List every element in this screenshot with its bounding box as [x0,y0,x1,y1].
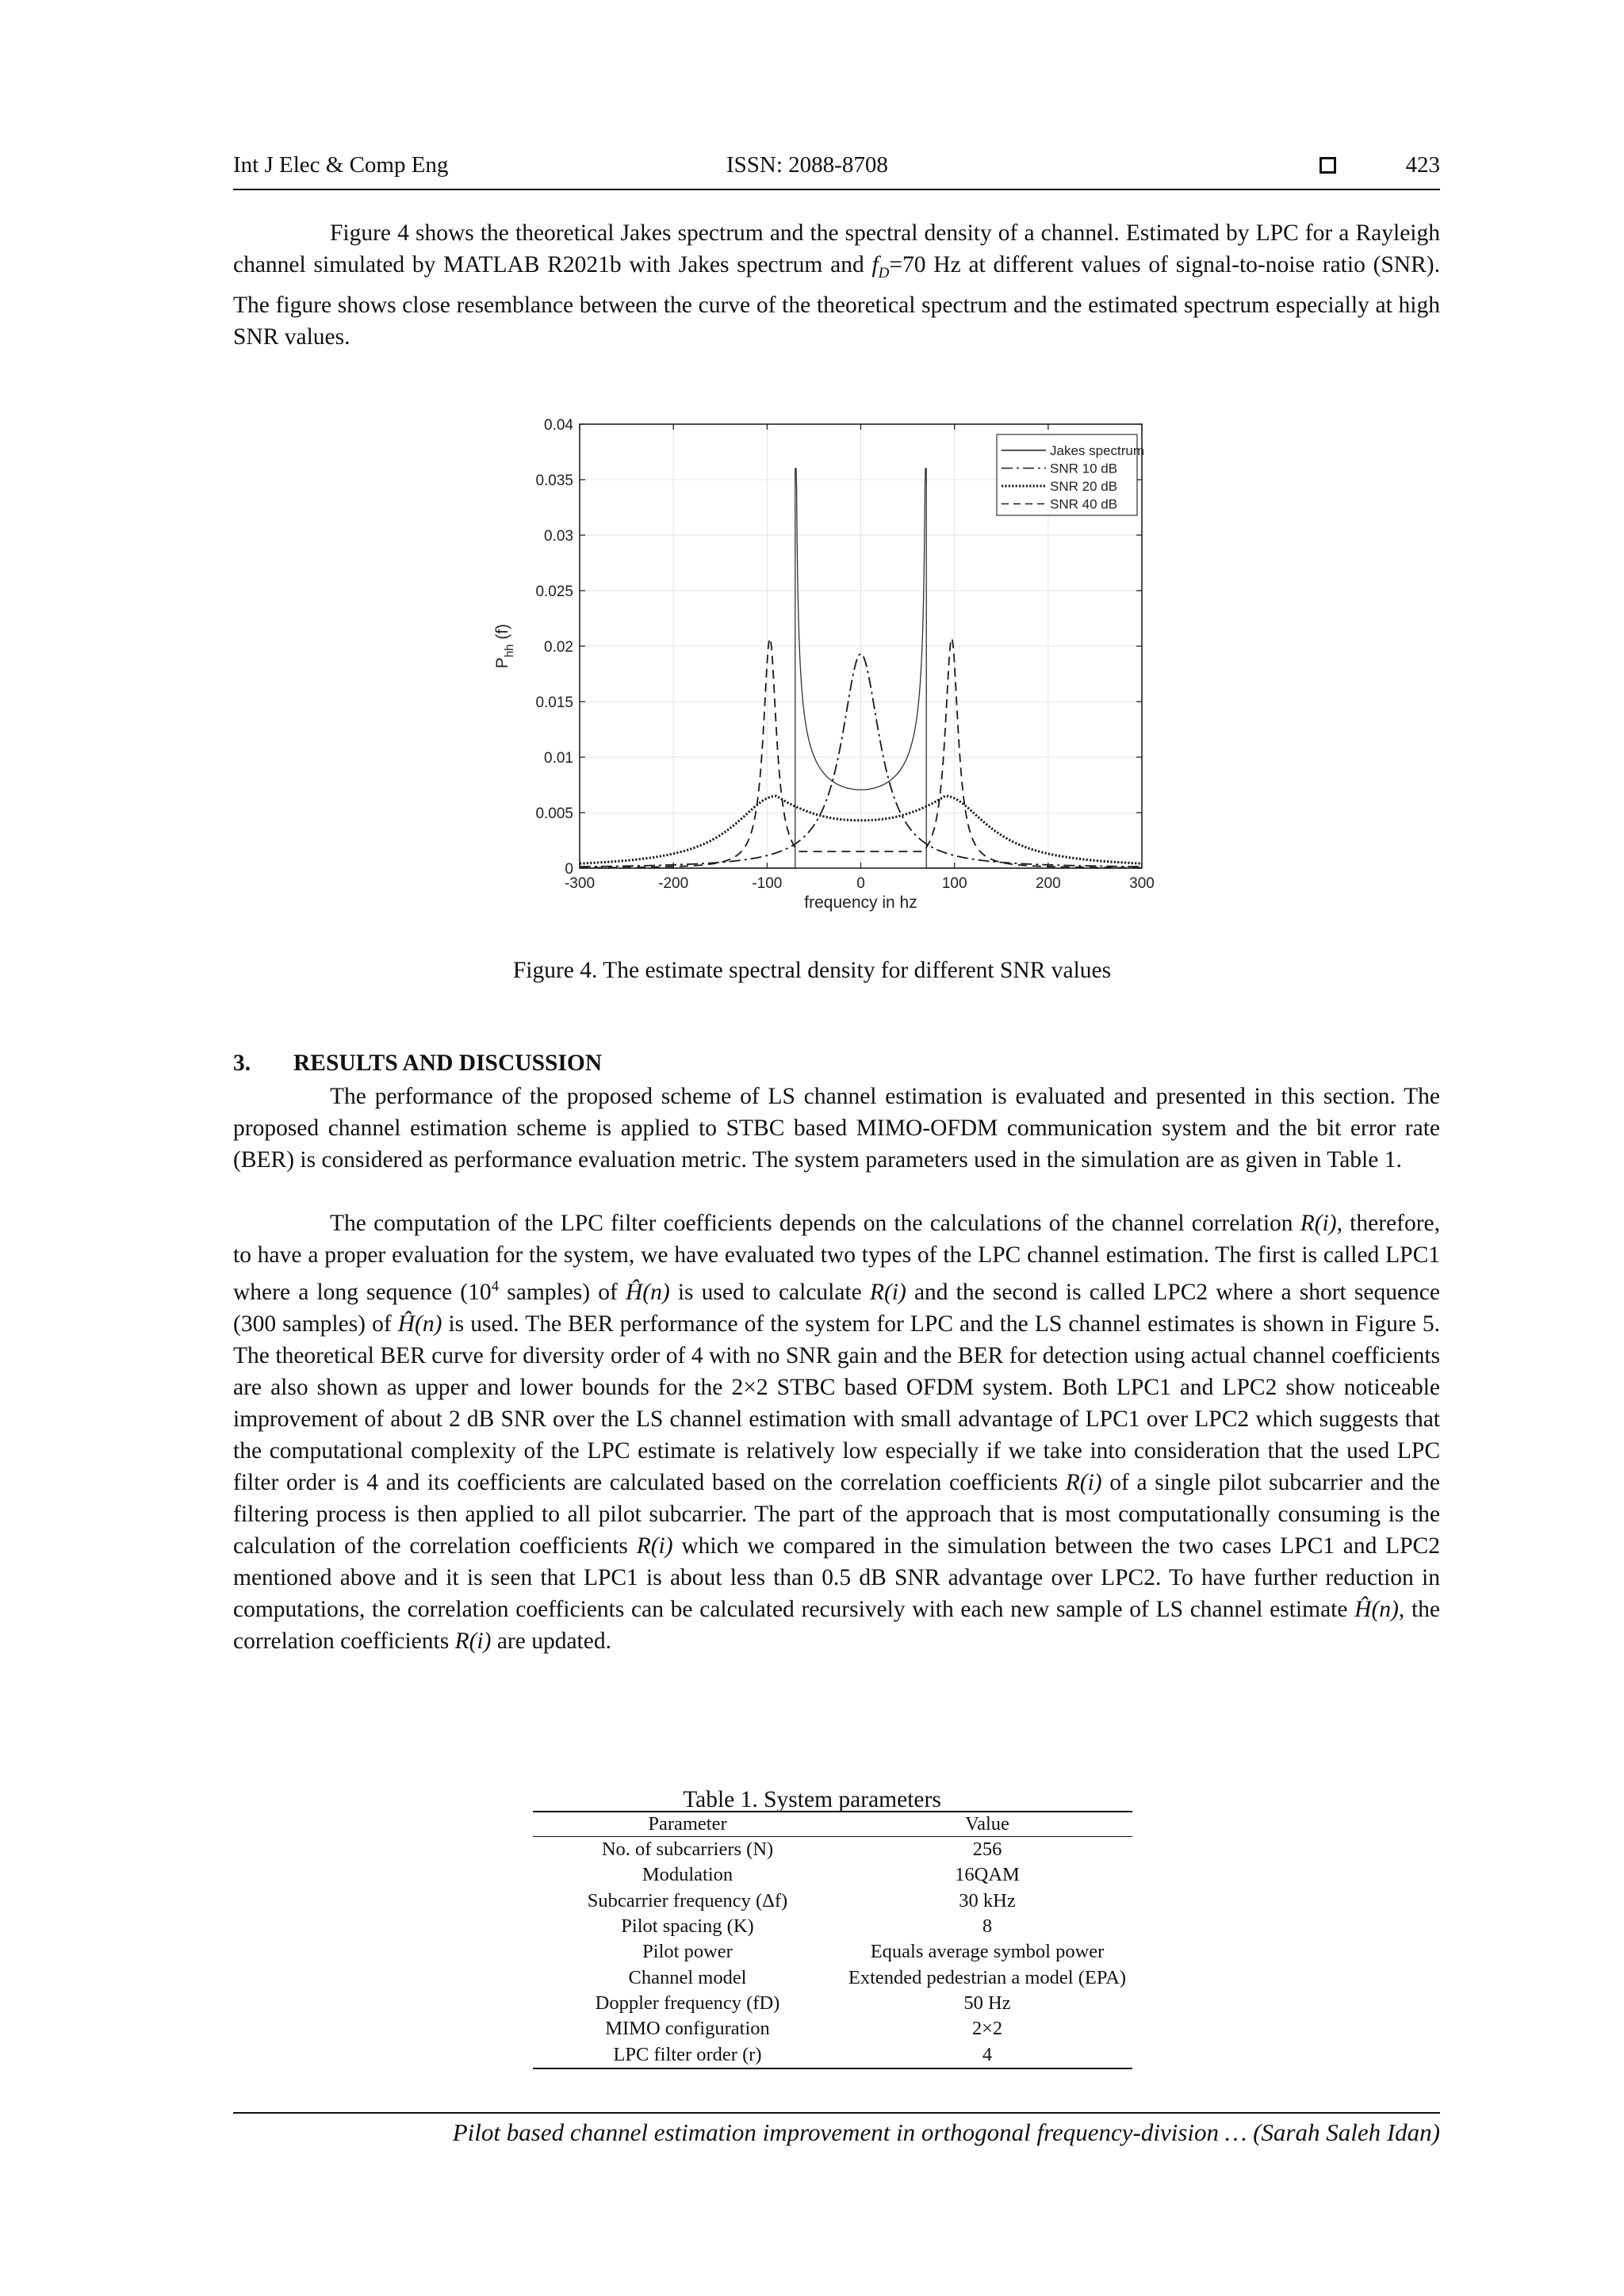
legend-label: SNR 20 dB [1050,479,1118,494]
legend-label: SNR 10 dB [1050,461,1118,476]
rp2-ri-3: R(i) [1065,1469,1102,1495]
table-row [533,1939,1132,1965]
rp2-h: which we compared in the simulation between the two cases LPC1 and LPC2 mentioned above and it is seen that LPC1 is about less than 0.5 dB SNR advantage over LPC2. To have further reduction in computations, the correlation coefficients can be calculated recursively with each new sample of LS channel estimate [233,1533,1440,1622]
intro-text-1: Figure 4 shows the theoretical Jakes spectrum and the spectral density of a channel. Estimated by LPC for a Rayleigh channel simulated by MATLAB R2021b with Jakes spectrum and [233,220,1440,277]
rp2-exp: 4 [491,1278,500,1295]
legend [997,434,1144,515]
table-header-row [533,1812,1132,1837]
table-header-parameter: Parameter [533,1812,842,1837]
journal-name: Int J Elec & Comp Eng [233,152,449,178]
running-header [233,152,1440,190]
rp2-ri-5: R(i) [454,1628,492,1654]
y-tick-label: 0.04 [544,417,573,434]
y-tick-label: 0.015 [535,695,573,711]
x-tick-label: -300 [564,875,596,892]
y-tick-label: 0.035 [535,473,573,489]
rp2-ri-1: R(i) [1300,1211,1337,1236]
figure-4 [476,404,1189,943]
table-cell-parameter: Pilot spacing (K) [621,1915,754,1938]
fd-symbol: f [871,252,879,277]
table-caption: Table 1. System parameters [683,1787,941,1812]
rp2-f: is used. The BER performance of the system for LPC and the LS channel estimates is shown in Figure 5. The theoretical BER curve for diversity order of 4 with no SNR gain and the BER for detection using actual channel coefficients are also shown as upper and lower bounds for the 2×2 STBC based OFDM system. Both LPC1 and LPC2 show noticeable improvement of about 2 dB SNR over the LS channel estimation with small advantage of LPC1 over LPC2 which suggests that the computational complexity of the LPC estimate is relatively low especially if we take into consideration that the used LPC filter order is 4 and its coefficients are calculated based on the correlation coefficients [233,1311,1441,1495]
table-cell-value: 30 kHz [959,1889,1016,1911]
section-title: RESULTS AND DISCUSSION [293,1050,603,1076]
table-cell-parameter: Channel model [628,1966,747,1988]
section-heading [233,1050,602,1077]
table-cell-parameter: MIMO configuration [605,2018,770,2040]
square-bullet-icon [1320,157,1336,174]
figure-caption: Figure 4. The estimate spectral density for different SNR values [512,958,1112,983]
table-row [533,1837,1132,1863]
table-cell-value: Extended pedestrian a model (EPA) [848,1966,1127,1988]
x-tick-label: 200 [1035,875,1061,892]
x-tick-label: -200 [658,875,689,892]
rp2-g: of a single pilot subcarrier and the filtering process is then applied to all pilot subcarrier. The part of the approach that is most computationally consuming is the calculation of the correlation coefficients [233,1469,1440,1559]
rp2-ri-2: R(i) [869,1279,906,1305]
x-tick-label: 0 [856,875,865,892]
table-row [533,1991,1132,2016]
y-tick-label: 0.01 [544,750,573,767]
table-cell-value: 2×2 [971,2018,1003,2040]
results-paragraph-2 [233,1207,1440,1657]
y-tick-label: 0.02 [544,639,573,656]
table-cell-parameter: LPC filter order (r) [533,2042,842,2068]
x-tick-label: 100 [941,875,967,892]
intro-text-2: =70 Hz at different values of signal-to-noise ratio (SNR). The figure shows close resemblance between the curve of the theoretical spectrum and the estimated spectrum especially at high SNR values. [233,252,1440,350]
legend-label: Jakes spectrum [1050,443,1145,458]
rp2-j: are updated. [491,1628,611,1654]
rp2-i: , the correlation coefficients [233,1596,1441,1654]
rp2-b: , therefore, to have a proper evaluation for the system, we have evaluated two types of the LPC channel estimation. The first is called LPC1 where a long sequence (10 [233,1211,1440,1305]
table-header-value: Value [842,1812,1132,1837]
page-number: 423 [1405,152,1440,178]
table-row [533,1914,1132,1939]
rp2-hn-2: Ĥ(n) [397,1311,442,1337]
issn: ISSN: 2088-8708 [726,152,888,178]
y-axis-label-sub: hh [503,644,516,658]
table-row [533,1888,1132,1914]
running-footer: Pilot based channel estimation improvement in orthogonal frequency-division … (Sarah Saleh Idan) [233,2112,1440,2147]
table-cell-parameter: Subcarrier frequency (Δf) [587,1889,788,1911]
y-axis-label [493,624,516,668]
y-axis-label-main: P [493,657,511,669]
y-tick-label: 0.03 [544,528,573,545]
table-cell-parameter: Doppler frequency (fD) [595,1992,780,2014]
table-row [533,2016,1132,2042]
rp2-hn-1: Ĥ(n) [625,1279,670,1305]
x-tick-label: -100 [752,875,783,892]
table-row [533,1862,1132,1888]
y-tick-label: 0 [565,861,573,878]
system-parameters-table [533,1811,1132,2069]
table-cell-value: 50 Hz [963,1992,1011,2014]
x-tick-label: 300 [1129,875,1155,892]
rp2-ri-4: R(i) [636,1533,673,1559]
y-tick-label: 0.005 [535,806,573,822]
rp2-d: is used to calculate [669,1279,870,1305]
spectral-density-chart [476,404,1189,943]
rp2-e: and the second is called LPC2 where a short sequence (300 samples) of [233,1279,1440,1337]
y-tick-label: 0.025 [535,584,573,600]
table-cell-parameter: Modulation [642,1864,733,1886]
rp2-a: The computation of the LPC filter coefficients depends on the calculations of the channel correlation [330,1211,1300,1236]
table-cell-value: 256 [972,1839,1002,1861]
table-cell-parameter: No. of subcarriers (N) [601,1839,774,1861]
table-row [533,1965,1132,1990]
x-axis-label: frequency in hz [804,894,917,912]
table-cell-parameter: Pilot power [642,1941,733,1963]
table-row [533,2042,1132,2068]
results-text-1: The performance of the proposed scheme of LS channel estimation is evaluated and presented in this section. The proposed channel estimation scheme is applied to STBC based MIMO-OFDM communication system and the bit error rate (BER) is considered as performance evaluation metric. The system parameters used in the simulation are as given in Table 1. [233,1084,1440,1173]
table-cell-value: 4 [842,2042,1132,2068]
table-cell-value: Equals average symbol power [870,1941,1105,1963]
table-cell-value: 8 [982,1915,993,1938]
rp2-hn-3: Ĥ(n) [1354,1596,1399,1622]
intro-paragraph [233,217,1440,353]
y-axis-label-suffix: (f) [493,623,511,645]
table-cell-value: 16QAM [955,1864,1020,1886]
legend-label: SNR 40 dB [1050,496,1118,512]
results-paragraph-1 [233,1081,1440,1176]
section-number: 3. [233,1050,251,1076]
rp2-c: samples) of [499,1279,626,1305]
fd-subscript: D [878,264,890,281]
